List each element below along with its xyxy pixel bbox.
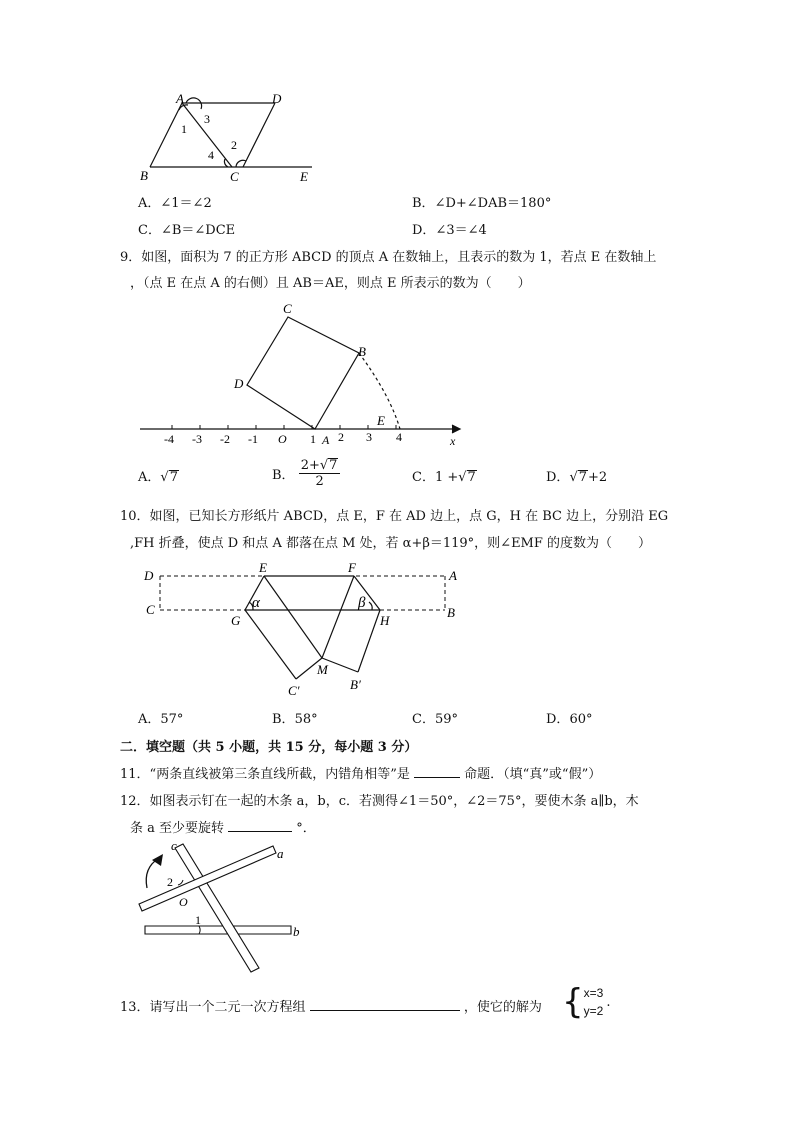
q12-stem-line2 xyxy=(130,817,316,836)
q8-option-d-letter: D． xyxy=(412,223,436,238)
q10-label-H: H xyxy=(380,613,390,628)
q8-option-a xyxy=(138,192,212,211)
q11-stem xyxy=(120,763,601,782)
q8-option-d-text: ∠3＝∠4 xyxy=(435,223,487,238)
q12-label-a: a xyxy=(277,846,284,861)
q10-label-B: B xyxy=(447,605,455,620)
q9-label-x: x xyxy=(450,434,456,448)
q9-option-d-suffix: +2 xyxy=(588,470,608,485)
q9-label-D: D xyxy=(234,376,244,391)
section-2-title: 二．填空题（共 5 小题，共 15 分，每小题 3 分） xyxy=(120,740,418,755)
q10-label-D: D xyxy=(144,568,154,583)
q8-option-b xyxy=(412,192,551,211)
q11-stem-post: 命题．（填“真”或“假”） xyxy=(464,767,602,782)
q10-label-M: M xyxy=(317,662,328,677)
q10-label-beta: β xyxy=(358,595,366,611)
q8-option-b-text: ∠D+∠DAB＝180° xyxy=(434,196,552,211)
q10-option-a-text: 57° xyxy=(160,712,184,727)
q10-option-c-text: 59° xyxy=(434,712,458,727)
q9-number-line-figure xyxy=(140,295,470,450)
q9-option-c-prefix: 1 + xyxy=(434,470,459,485)
q9-tick-4: 4 xyxy=(396,430,402,444)
q9-option-d: D．√7+2 xyxy=(546,470,608,485)
q8-label-B: B xyxy=(140,168,148,183)
q13-equation-x: x=3 xyxy=(583,986,604,1000)
q8-option-c xyxy=(138,219,235,238)
q9-option-c: C．1 +√7 xyxy=(412,470,476,485)
q12-label-O: O xyxy=(179,895,188,909)
q9-option-a-letter: A． xyxy=(138,470,161,485)
q10-option-c xyxy=(412,708,458,727)
q12-label-1: 1 xyxy=(195,913,201,927)
q9-tick-neg4: -4 xyxy=(164,432,174,446)
q12-wooden-strips-figure xyxy=(135,838,315,978)
q10-label-B-prime: B′ xyxy=(350,677,361,692)
q8-label-C: C xyxy=(230,169,239,184)
q10-stem-line1: 10．如图，已知长方形纸片 ABCD，点 E，F 在 AD 边上，点 G，H 在 BC 边上，分别沿 EG xyxy=(120,509,669,524)
q8-label-1: 1 xyxy=(181,122,187,136)
q10-label-G: G xyxy=(231,613,241,628)
q8-parallelogram-figure xyxy=(130,88,330,188)
q8-label-3: 3 xyxy=(204,112,210,126)
q13-stem xyxy=(120,996,542,1015)
q8-label-2: 2 xyxy=(231,138,237,152)
q9-tick-1: 1 xyxy=(310,432,316,446)
q8-option-c-letter: C． xyxy=(138,223,161,238)
q8-label-E: E xyxy=(300,169,308,184)
q9-option-d-radicand: 7 xyxy=(578,470,588,485)
q8-label-4: 4 xyxy=(208,148,214,162)
q9-option-a: A．√7 xyxy=(138,470,178,485)
q12-answer-blank[interactable] xyxy=(228,831,292,832)
q10-option-b-text: 58° xyxy=(294,712,318,727)
q9-option-b-denominator: 2 xyxy=(315,474,324,489)
q10-label-A: A xyxy=(449,568,457,583)
q10-option-d-text: 60° xyxy=(569,712,593,727)
q10-option-d xyxy=(546,708,592,727)
q10-label-C: C xyxy=(146,602,155,617)
q8-option-d xyxy=(412,219,487,238)
q13-stem-pre: 13．请写出一个二元一次方程组 xyxy=(120,1000,306,1015)
q9-tick-neg2: -2 xyxy=(220,432,230,446)
q9-tick-neg1: -1 xyxy=(248,432,258,446)
q12-label-b: b xyxy=(293,924,300,939)
q10-option-b-letter: B． xyxy=(272,712,295,727)
q10-option-d-letter: D． xyxy=(546,712,570,727)
q8-option-a-text: ∠1＝∠2 xyxy=(160,196,212,211)
q10-option-b xyxy=(272,708,318,727)
q13-equation-y: y=2 xyxy=(583,1004,604,1018)
q9-option-d-letter: D． xyxy=(546,470,570,485)
q12-label-2: 2 xyxy=(167,875,173,889)
q13-stem-mid: ，使它的解为 xyxy=(463,1000,542,1015)
q9-option-b-letter: B． xyxy=(272,468,295,483)
q8-option-a-letter: A． xyxy=(138,196,161,211)
q9-option-a-radicand: 7 xyxy=(169,470,178,485)
q12-stem-line2-pre: 条 a 至少要旋转 xyxy=(130,821,225,836)
q10-label-E: E xyxy=(259,560,267,575)
q9-tick-2: 2 xyxy=(338,430,344,444)
q10-option-a-letter: A． xyxy=(138,712,161,727)
q10-stem-line2: ,FH 折叠，使点 D 和点 A 都落在点 M 处，若 α+β＝119°，则∠EMF 的度数为（ ） xyxy=(130,536,652,551)
q9-label-E: E xyxy=(377,413,385,428)
q10-option-a xyxy=(138,708,183,727)
q9-stem-line2: ，（点 E 在点 A 的右侧）且 AB＝AE，则点 E 所表示的数为（ ） xyxy=(130,276,531,291)
q12-label-c: c xyxy=(171,838,177,853)
q8-label-A: A xyxy=(176,91,184,106)
q9-label-B: B xyxy=(358,344,366,359)
q13-answer-blank[interactable] xyxy=(310,1010,460,1011)
q9-option-b-radicand: 7 xyxy=(329,458,338,473)
q9-option-c-radicand: 7 xyxy=(467,470,476,485)
q9-option-c-letter: C． xyxy=(412,470,435,485)
q8-option-c-text: ∠B＝∠DCE xyxy=(160,223,236,238)
q11-stem-pre: 11．“两条直线被第三条直线所截，内错角相等”是 xyxy=(120,767,410,782)
q13-solution-system xyxy=(562,984,610,1020)
q10-label-F: F xyxy=(348,560,356,575)
q12-stem-line1: 12．如图表示钉在一起的木条 a，b，c．若测得∠1＝50°，∠2＝75°，要使木条 a∥b，木 xyxy=(120,794,639,809)
q9-stem-line1: 9．如图，面积为 7 的正方形 ABCD 的顶点 A 在数轴上，且表示的数为 1，若点 E 在数轴上 xyxy=(120,250,657,265)
q9-tick-3: 3 xyxy=(366,430,372,444)
q9-label-A: A xyxy=(322,433,330,447)
q9-label-C: C xyxy=(283,301,292,316)
q10-label-C-prime: C′ xyxy=(288,683,300,698)
q9-option-b xyxy=(272,458,340,489)
q12-stem-line2-post: °． xyxy=(296,821,316,836)
q13-brace: { xyxy=(562,982,584,1022)
q10-option-c-letter: C． xyxy=(412,712,435,727)
q9-tick-neg3: -3 xyxy=(192,432,202,446)
q8-option-b-letter: B． xyxy=(412,196,435,211)
q11-answer-blank[interactable] xyxy=(414,777,460,778)
q9-option-b-fraction: $\frac{2+√7}{2}$ xyxy=(299,458,341,489)
q13-period: . xyxy=(606,994,611,1010)
q10-label-alpha: α xyxy=(252,595,260,611)
q9-option-b-numerator-prefix: 2+ xyxy=(300,458,320,473)
q8-label-D: D xyxy=(272,91,282,106)
q10-folded-rectangle-figure xyxy=(140,558,470,700)
q9-label-O: O xyxy=(278,432,287,446)
